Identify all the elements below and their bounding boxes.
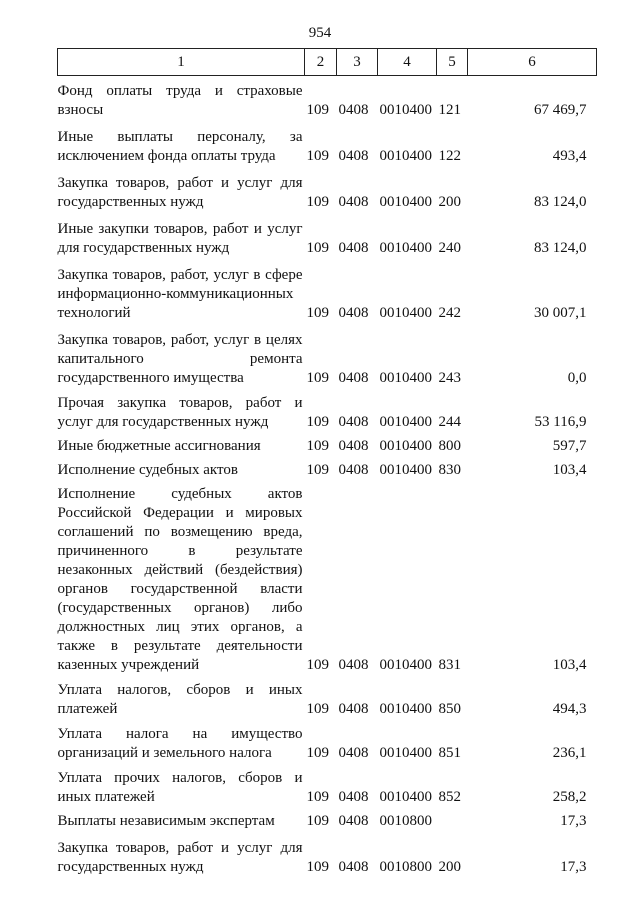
row-col2: 109 <box>306 148 329 164</box>
row-amount: 83 124,0 <box>534 240 587 256</box>
row-col2: 109 <box>306 370 329 386</box>
row-name: Уплата прочих налогов, сборов и иных платежей <box>57 770 303 805</box>
row-col2: 109 <box>306 859 329 875</box>
row-col5: 240 <box>438 240 461 256</box>
row-col4: 0010400 <box>379 102 432 118</box>
row-col3: 0408 <box>338 701 369 717</box>
row-col5: 800 <box>438 438 461 454</box>
column-header-3: 3 <box>337 49 378 76</box>
row-col2: 109 <box>306 813 329 829</box>
column-header-5: 5 <box>437 49 468 76</box>
table-row <box>58 120 597 166</box>
row-col4: 0010400 <box>379 789 432 805</box>
row-col3: 0408 <box>338 194 369 210</box>
row-name: Уплата налогов, сборов и иных платежей <box>57 682 303 717</box>
row-col4: 0010400 <box>379 438 432 454</box>
row-name: Фонд оплаты труда и страховые взносы <box>57 83 303 118</box>
row-amount: 53 116,9 <box>534 414 587 430</box>
row-amount: 67 469,7 <box>534 102 587 118</box>
row-col4: 0010800 <box>379 859 432 875</box>
column-header-4: 4 <box>378 49 437 76</box>
row-name: Иные бюджетные ассигнования <box>57 438 261 454</box>
table-row <box>58 432 597 456</box>
row-col3: 0408 <box>338 438 369 454</box>
row-col3: 0408 <box>338 240 369 256</box>
table-row <box>58 258 597 323</box>
row-amount: 103,4 <box>552 462 587 478</box>
table-row <box>58 76 597 121</box>
row-col4: 0010400 <box>379 370 432 386</box>
row-col4: 0010400 <box>379 701 432 717</box>
row-col3: 0408 <box>338 414 369 430</box>
table-header-row <box>58 49 597 76</box>
row-col5: 121 <box>438 102 461 118</box>
row-amount: 17,3 <box>560 813 587 829</box>
table-row <box>58 763 597 807</box>
row-col5: 850 <box>438 701 461 717</box>
row-col5: 830 <box>438 462 461 478</box>
row-col3: 0408 <box>338 462 369 478</box>
row-amount: 494,3 <box>552 701 587 717</box>
row-col5: 122 <box>438 148 461 164</box>
row-name: Выплаты независимым экспертам <box>57 813 275 829</box>
row-col2: 109 <box>306 462 329 478</box>
row-col4: 0010400 <box>379 657 432 673</box>
row-col2: 109 <box>306 194 329 210</box>
table-row <box>58 388 597 432</box>
row-col3: 0408 <box>338 305 369 321</box>
row-amount: 83 124,0 <box>534 194 587 210</box>
column-header-6: 6 <box>468 49 597 76</box>
table-row <box>58 675 597 719</box>
table-row <box>58 166 597 212</box>
row-col4: 0010400 <box>379 194 432 210</box>
row-amount: 493,4 <box>552 148 587 164</box>
row-col4: 0010400 <box>379 148 432 164</box>
table-row <box>58 719 597 763</box>
table-row <box>58 807 597 831</box>
row-name: Закупка товаров, работ и услуг для государственных нужд <box>57 175 303 210</box>
page-number: 954 <box>308 25 332 41</box>
row-name: Исполнение судебных актов <box>57 462 238 478</box>
row-col5: 243 <box>438 370 461 386</box>
row-name: Закупка товаров, работ, услуг в сфере информационно-коммуникационных технологий <box>57 267 303 321</box>
row-amount: 103,4 <box>552 657 587 673</box>
row-col3: 0408 <box>338 102 369 118</box>
row-col3: 0408 <box>338 745 369 761</box>
table-row <box>58 831 597 877</box>
row-col5 <box>437 807 468 831</box>
row-amount: 0,0 <box>567 370 587 386</box>
row-col4: 0010400 <box>379 414 432 430</box>
row-amount: 17,3 <box>560 859 587 875</box>
row-name: Уплата налога на имущество организаций и земельного налога <box>57 726 303 761</box>
row-name: Закупка товаров, работ, услуг в целях капитального ремонта государственного имущества <box>57 332 303 386</box>
row-col5: 200 <box>438 194 461 210</box>
row-amount: 30 007,1 <box>534 305 587 321</box>
row-col4: 0010400 <box>379 745 432 761</box>
row-col2: 109 <box>306 657 329 673</box>
row-col2: 109 <box>306 701 329 717</box>
row-name: Исполнение судебных актов Российской Федерации и мировых соглашений по возмещению вреда, причиненного в результате незаконных действий (бездействия) органов государственной власти (государственных органов) либо должностных лиц этих органов, а также в результате деятельности казенных учреждений <box>57 486 303 673</box>
row-amount: 236,1 <box>552 745 587 761</box>
row-col3: 0408 <box>338 148 369 164</box>
table-row <box>58 480 597 675</box>
row-col2: 109 <box>306 438 329 454</box>
table-row <box>58 323 597 388</box>
row-name: Закупка товаров, работ и услуг для государственных нужд <box>57 840 303 875</box>
row-amount: 258,2 <box>552 789 587 805</box>
row-col2: 109 <box>306 745 329 761</box>
row-col3: 0408 <box>338 789 369 805</box>
row-amount: 597,7 <box>552 438 587 454</box>
row-col2: 109 <box>306 102 329 118</box>
row-col4: 0010400 <box>379 305 432 321</box>
row-col5: 831 <box>438 657 461 673</box>
row-col4: 0010400 <box>379 462 432 478</box>
row-col2: 109 <box>306 240 329 256</box>
row-col5: 851 <box>438 745 461 761</box>
row-col4: 0010800 <box>379 813 432 829</box>
row-col2: 109 <box>306 414 329 430</box>
row-col5: 852 <box>438 789 461 805</box>
row-col2: 109 <box>306 789 329 805</box>
table-row <box>58 212 597 258</box>
row-name: Прочая закупка товаров, работ и услуг для государственных нужд <box>57 395 303 430</box>
table-body <box>58 76 597 878</box>
row-col3: 0408 <box>338 657 369 673</box>
row-col5: 244 <box>438 414 461 430</box>
row-col5: 200 <box>438 859 461 875</box>
row-col4: 0010400 <box>379 240 432 256</box>
row-name: Иные закупки товаров, работ и услуг для государственных нужд <box>57 221 303 256</box>
row-name: Иные выплаты персоналу, за исключением фонда оплаты труда <box>57 129 303 164</box>
budget-table <box>57 48 597 877</box>
row-col3: 0408 <box>338 813 369 829</box>
row-col2: 109 <box>306 305 329 321</box>
column-header-1: 1 <box>58 49 305 76</box>
column-header-2: 2 <box>305 49 337 76</box>
row-col3: 0408 <box>338 370 369 386</box>
table-row <box>58 456 597 480</box>
row-col5: 242 <box>438 305 461 321</box>
row-col3: 0408 <box>338 859 369 875</box>
